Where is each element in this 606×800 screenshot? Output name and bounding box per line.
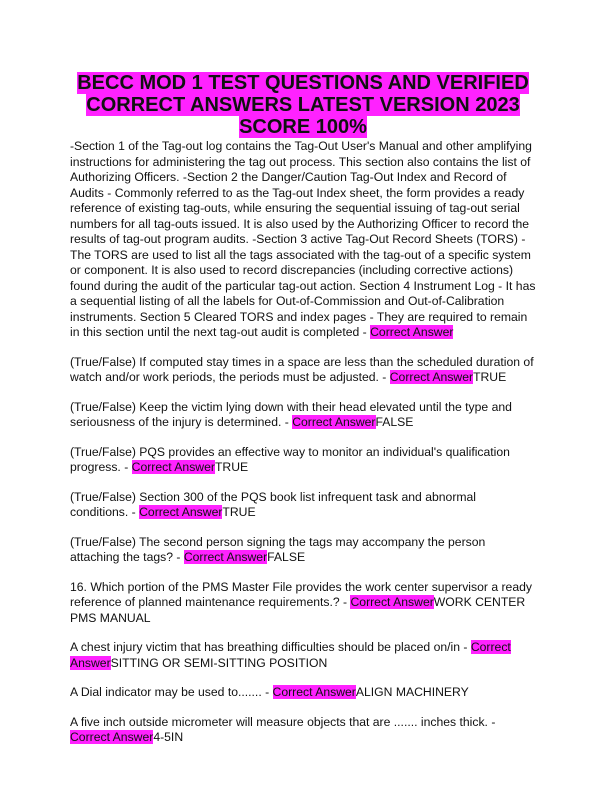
qa-item [70,715,536,746]
title-highlight: BECC MOD 1 TEST QUESTIONS AND VERIFIED CORRECT ANSWERS LATEST VERSION 2023 SCORE 100% [77,72,529,138]
question-text: (True/False) Keep the victim lying down with their head elevated until the type and seriousness of the injury is determined. - [70,399,512,429]
qa-item [70,640,536,671]
intro-text: -Section 1 of the Tag-out log contains the Tag-Out User's Manual and other amplifying instructions for administering the tag out process. This section also contains the list of Authorizing Officers. -Section 2 the Danger/Caution Tag-Out Index and Record of Audits - Commonly referred to as the Tag-out Index sheet, the form provides a ready reference of existing tag-outs, while ensuring the sequential issuing of tag-out serial numbers for all tag-outs issued. It is also used by the Authorizing Officer to record the results of tag-out program audits. -Section 3 active Tag-Out Record Sheets (TORS) - The TORS are used to list all the tags associated with the tag-out of a specific system or component. It is also used to record discrepancies (including corrective actions) found during the audit of the particular tag-out action. Section 4 Instrument Log - It has a sequential listing of all the labels for Out-of-Commission and Out-of-Calibration instruments. Section 5 Cleared TORS and index pages - They are required to remain in this section until the next tag-out audit is completed - [70,139,536,339]
qa-item [70,580,536,627]
qa-item [70,535,536,566]
qa-item [70,490,536,521]
question-text: (True/False) The second person signing the tags may accompany the person attaching the tags? - [70,534,486,564]
document-title [70,72,536,138]
intro-paragraph [70,139,536,341]
qa-item [70,445,536,476]
correct-answer-label: Correct Answer [139,505,223,519]
question-text: (True/False) PQS provides an effective way to monitor an individual's qualification progress. - [70,444,510,474]
answer-text: ALIGN MACHINERY [355,685,469,699]
correct-answer-label: Correct Answer [131,460,215,474]
answer-text: 4-5IN [153,730,184,744]
correct-answer-label: Correct Answer [272,685,356,699]
question-text: (True/False) Section 300 of the PQS book list infrequent task and abnormal conditions. - [70,489,477,519]
correct-answer-label: Correct Answer [389,370,474,384]
qa-item [70,355,536,386]
qa-item [70,685,536,701]
correct-answer-label: Correct Answer [70,640,511,670]
qa-item [70,400,536,431]
question-text: A Dial indicator may be used to....... - [70,685,273,699]
answer-text: FALSE [267,550,306,564]
correct-answer-label: Correct Answer [70,730,154,744]
question-text: A five inch outside micrometer will measure objects that are ....... inches thick. - [70,714,496,729]
document-page [70,72,536,746]
answer-text: TRUE [214,460,249,474]
correct-answer-label: Correct Answer [292,415,376,429]
answer-text: TRUE [222,505,256,519]
answer-text: SITTING OR SEMI-SITTING POSITION [110,655,328,670]
question-text: A chest injury victim that has breathing difficulties should be placed on/in - [70,640,471,654]
answer-text: WORK CENTER PMS MANUAL [70,595,526,625]
correct-answer-label: Correct Answer [370,325,454,339]
correct-answer-label: Correct Answer [183,550,268,564]
answer-text: TRUE [473,370,507,384]
question-text: 16. Which portion of the PMS Master File provides the work center supervisor a ready reference of planned maintenance requirements.? - [70,579,532,609]
question-text: (True/False) If computed stay times in a space are less than the scheduled duration of watch and/or work periods, the periods must be adjusted. - [70,354,534,384]
answer-text: FALSE [375,415,414,429]
correct-answer-label: Correct Answer [350,595,434,609]
